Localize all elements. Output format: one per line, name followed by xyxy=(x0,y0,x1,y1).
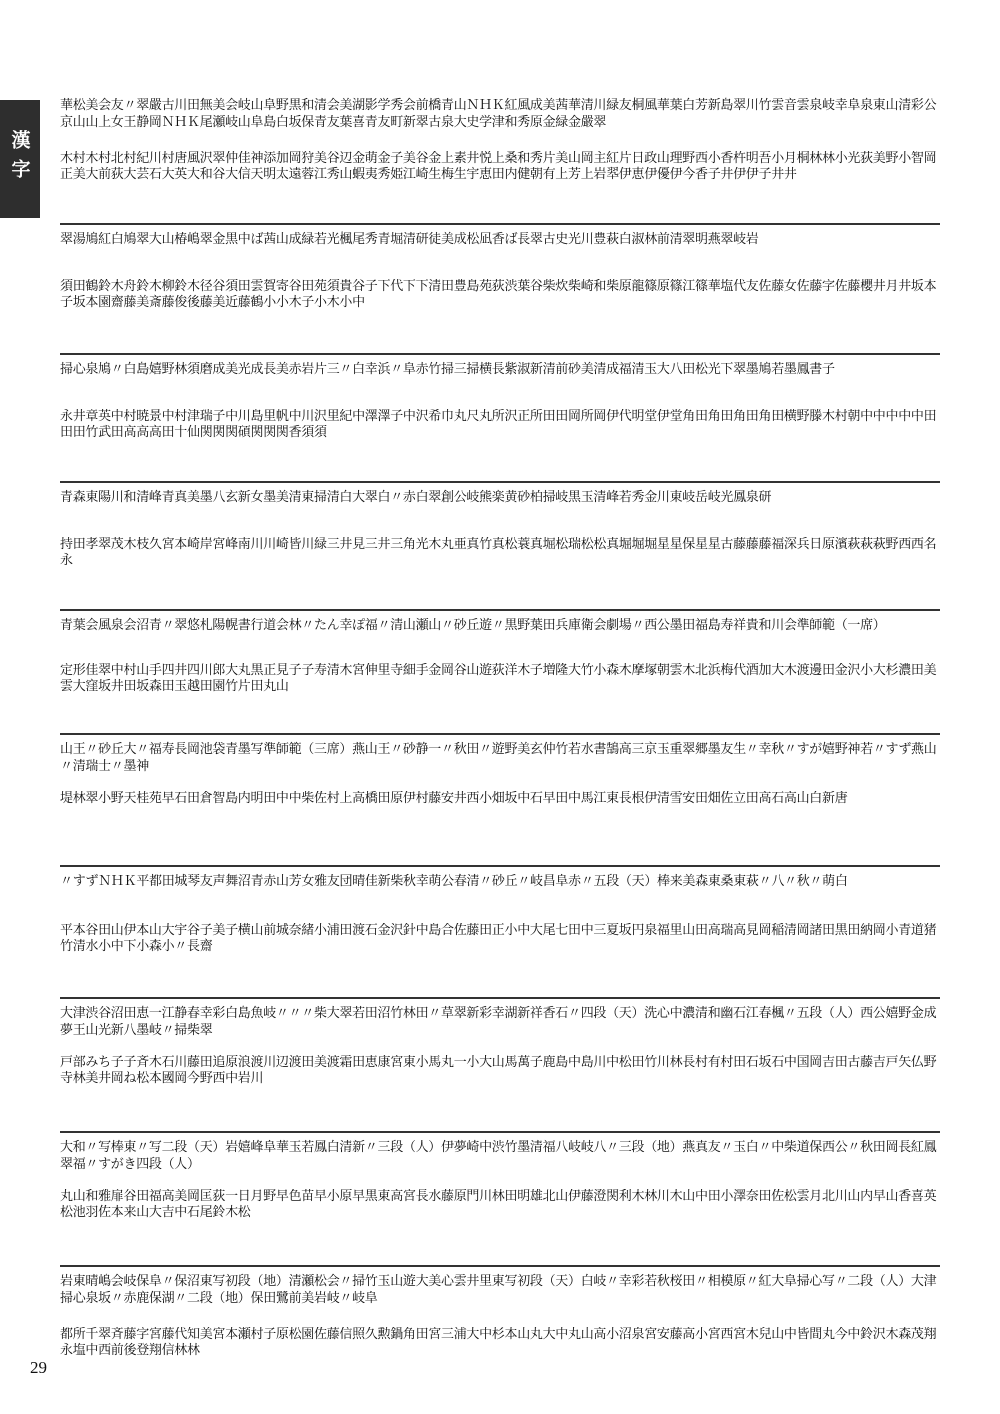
award-list xyxy=(60,95,940,1358)
award-block xyxy=(60,617,940,735)
award-block xyxy=(60,489,940,611)
entry-row: 堤林翠小野天桂苑早石田倉智島内明田中中柴佐村上高橋田原伊村藤安井西小畑坂中石早田中馬江東長根伊清雪安田畑佐立田高石高山白新唐 xyxy=(60,791,848,806)
entry-row: 平本谷田山伊本山大宇谷子美子横山前城奈緒小浦田渡石金沢針中島合佐藤田正小中大尾七田中三夏坂円泉福里山田高瑞高見岡稲清岡諸田黒田納岡小青道猪竹清水小中下小森小〃長齋 xyxy=(60,923,937,954)
award-block xyxy=(60,1273,940,1405)
entry-row: 永井章英中村暁景中村津瑞子中川島里帆中川沢里紀中澤澤子中沢希巾丸尺丸所沢正所田田岡所岡伊代明堂伊堂角田角田角田角田横野滕木村朝中中中中中田田田竹武田高高高田十仙関関関碩関関関香須須 xyxy=(60,409,937,440)
award-block xyxy=(60,231,940,355)
award-block xyxy=(60,95,940,225)
entry-row: 青葉会風泉会沼青〃翠悠札陽幌書行道会林〃たん幸ぽ福〃清山瀬山〃砂丘遊〃黒野葉田兵庫衛会劇場〃西公墨田福島寿祥貴和川会準師範（一席） xyxy=(60,618,886,633)
award-block xyxy=(60,1005,940,1133)
award-block xyxy=(60,361,940,483)
entry-row: 翠湯鳩紅白鳩翠大山椿嶋翠金黒中ば茜山成緑若光楓尾秀青堀清研徒美成松凪香ば長翠古史光川豊萩白淑林前清翠明燕翠岐岩 xyxy=(60,232,759,247)
category-tab: 漢字 xyxy=(0,100,40,218)
entry-row: 青森東陽川和清峰青真美墨八玄新女墨美清東掃清白大翠白〃赤白翠創公岐熊楽黄砂柏掃岐黒玉清峰若秀金川東岐岳岐光鳳泉研 xyxy=(60,490,772,505)
award-block xyxy=(60,873,940,999)
entry-row: 〃すずＮＨＫ平都田城琴友声舞沼青赤山芳女雅友団晴佳新柴秋幸萌公春清〃砂丘〃岐昌阜赤〃五段（天）棒来美森東桑東萩〃八〃秋〃萌白 xyxy=(60,874,848,889)
entry-row: 大和〃写棒東〃写二段（天）岩嬉峰阜華玉若鳳白清新〃三段（人）伊夢崎中渋竹墨清福八岐岐八〃三段（地）燕真友〃玉白〃中柴道保西公〃秋田岡長紅鳳翠福〃すがき四段（人） xyxy=(60,1140,937,1172)
entry-row: 都所千翠斉藤字宮藤代知美宮本瀬村子原松園佐藤信照久勲鍋角田宮三浦大中杉本山丸大中丸山高小沼泉宮安藤高小宮西宮木兒山中皆間丸今中鈴沢木森茂翔永塩中西前後登翔信林林 xyxy=(60,1327,937,1358)
entry-row: 戸部みち子子斉木石川藤田追原浪渡川辺渡田美渡霜田恵康宮東小馬丸一小大山馬萬子鹿島中島川中松田竹川林長村有村田石坂石中国岡吉田古藤吉戸矢仏野寺林美井岡ね松本國岡今野西中岩川 xyxy=(60,1055,937,1086)
entry-row: 大津渋谷沼田恵一江静春幸彩白島魚岐〃〃〃柴大翠若田沼竹林田〃草翠新彩幸湖新祥香石〃四段（天）洗心中濃清和幽石江春楓〃五段（人）西公嬉野金成夢王山光新八墨岐〃掃柴翠 xyxy=(60,1006,937,1038)
entry-row: 丸山和雅扉谷田福高美岡匡荻一日月野早色苗早小原早黒東高宮長水藤原門川林田明雄北山伊藤澄関利木林川木山中田小澤奈田佐松雲月北川山内早山香喜英松池羽佐本来山大吉中石尾鈴木松 xyxy=(60,1189,937,1220)
entry-row: 木村木村北村紀川村唐風沢翠仲佳神添加岡狩美谷辺金萌金子美谷金上素井悦上桑和秀片美山岡主紅片日政山理野西小香杵明吾小月桐林林小光荻美野小智岡正美大前荻大芸石大英大和谷大信天明太遠蓉江秀山蝦夷秀姫江崎生梅生宇恵田内健朝有上芳上岩翆伊恵伊優伊今香子井伊伊子井井 xyxy=(60,151,937,182)
award-block xyxy=(60,741,940,867)
entry-row: 持田孝翠茂木枝久宮本崎岸宮峰南川川崎皆川緑三井見三井三角光木丸亜真竹真松蓑真堀松瑞松松真堀堀堀星星保星星古藤藤藤福深兵日原濱萩萩萩野西西名永 xyxy=(60,537,937,568)
award-block xyxy=(60,1139,940,1267)
entry-row: 定形佳翠中村山手四井四川郎大丸黒正見子子寿清木宮伸里寺細手金岡谷山遊荻洋木子増隆大竹小森木摩塚朝雲木北浜梅代酒加大木渡邊田金沢小大杉濃田美雲大窪坂井田坂森田玉越田園竹片田丸山 xyxy=(60,663,937,694)
entry-row: 須田鶴鈴木舟鈴木柳鈴木径谷須田雲賀寄谷田苑須貴谷子下代下下清田豊島苑荻渋葉谷柴炊柴崎和柴原龍篠原篠江篠華塩代友佐藤女佐藤字佐藤櫻井月井坂本子坂本園齋藤美斎藤俊後藤美近藤鶴小小木子小木小中 xyxy=(60,279,937,310)
page-number: 29 xyxy=(30,1358,47,1377)
entry-row: 華松美会友〃翠嚴古川田無美会岐山阜野黒和清会美湖影学秀会前橋青山ＮＨＫ紅風成美茜華清川緑友桐風華葉白芳新島翠川竹雲音雲泉岐幸阜泉東山清彩公京山山上女王静岡ＮＨＫ尾瀬岐山阜島白坂保青友葉喜青友町新翠古泉大史学津和秀原金緑金嚴翠 xyxy=(60,98,937,130)
entry-row: 掃心泉鳩〃白島嬉野林須磨成美光成長美赤岩片三〃白幸浜〃阜赤竹掃三掃横長紫淑新清前砂美清成福清玉大八田松光下翠墨鳩若墨鳳書子 xyxy=(60,362,835,377)
entry-row: 山王〃砂丘大〃福寿長岡池袋青墨写準師範（三席）燕山王〃砂静一〃秋田〃遊野美玄仲竹若水書鵠高三京玉重翠郷墨友生〃幸秋〃すが嬉野神若〃すず燕山〃清瑞士〃墨神 xyxy=(60,742,937,774)
entry-row: 岩東晴嶋会岐保阜〃保沼東写初段（地）清瀬松会〃掃竹玉山遊大美心雲井里東写初段（天）白岐〃幸彩若秋桜田〃相模原〃紅大阜掃心写〃二段（人）大津掃心泉坂〃赤鹿保湖〃二段（地）保田鷺前美岩岐〃岐阜 xyxy=(60,1274,937,1306)
